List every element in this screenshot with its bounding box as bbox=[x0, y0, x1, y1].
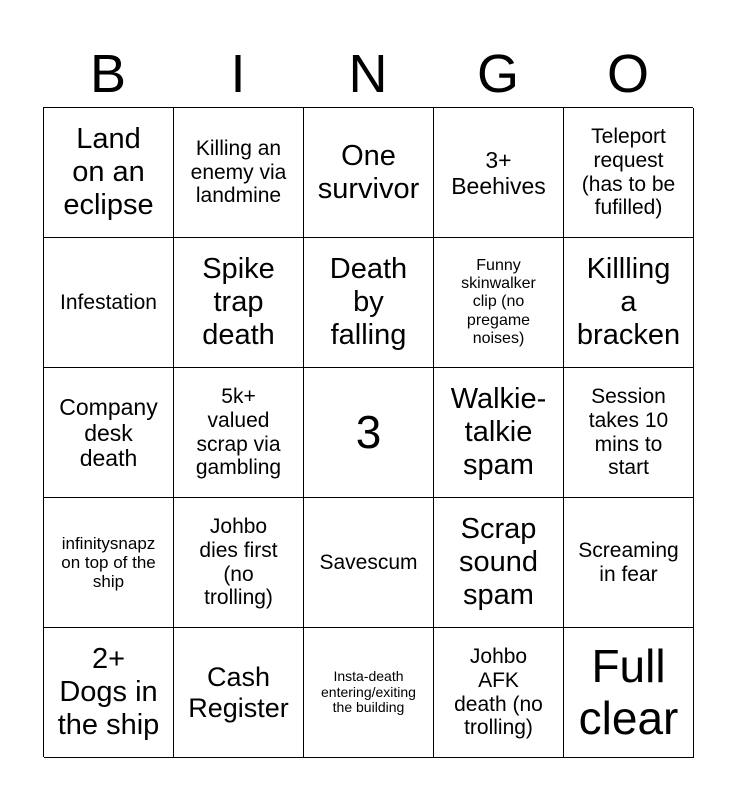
header-letter-i: I bbox=[230, 44, 246, 104]
bingo-cell-r2c1[interactable] bbox=[44, 238, 174, 368]
bingo-cell-r3c4[interactable] bbox=[434, 368, 564, 498]
cell-text: Savescum bbox=[319, 550, 418, 574]
bingo-cell-r5c5[interactable] bbox=[564, 628, 694, 758]
bingo-cell-r3c3[interactable] bbox=[304, 368, 434, 498]
cell-text: Screaming in fear bbox=[578, 538, 679, 586]
cell-text: 2+ Dogs in the ship bbox=[57, 643, 160, 741]
cell-text: Scrap sound spam bbox=[458, 513, 538, 611]
bingo-cell-r5c4[interactable] bbox=[434, 628, 564, 758]
bingo-cell-r4c4[interactable] bbox=[434, 498, 564, 628]
bingo-cell-r2c3[interactable] bbox=[304, 238, 434, 368]
bingo-cell-r4c3[interactable] bbox=[304, 498, 434, 628]
bingo-cell-r1c1[interactable] bbox=[44, 108, 174, 238]
bingo-cell-r2c4[interactable] bbox=[434, 238, 564, 368]
cell-text: Johbo AFK death (no trolling) bbox=[454, 645, 543, 740]
cell-text: Cash Register bbox=[188, 662, 289, 723]
cell-text: Company desk death bbox=[59, 393, 158, 472]
cell-text: Land on an eclipse bbox=[63, 123, 154, 221]
header-letter-b: B bbox=[89, 44, 127, 104]
header-letter-o: O bbox=[606, 44, 649, 104]
bingo-cell-r1c3[interactable] bbox=[304, 108, 434, 238]
bingo-cell-r4c1[interactable] bbox=[44, 498, 174, 628]
cell-text: 3+ Beehives bbox=[451, 146, 546, 199]
cell-text: infinitysnapz on top of the ship bbox=[61, 533, 156, 592]
cell-text: Walkie- talkie spam bbox=[450, 383, 547, 481]
bingo-cell-r3c1[interactable] bbox=[44, 368, 174, 498]
cell-text: One survivor bbox=[317, 139, 420, 205]
cell-text: Funny skinwalker clip (no pregame noises) bbox=[461, 257, 536, 347]
bingo-cell-r5c2[interactable] bbox=[174, 628, 304, 758]
bingo-cell-r5c3[interactable] bbox=[304, 628, 434, 758]
cell-text: Johbo dies first (no trolling) bbox=[199, 515, 278, 610]
bingo-header bbox=[43, 40, 693, 108]
bingo-cell-r1c5[interactable] bbox=[564, 108, 694, 238]
cell-text: Killling a bracken bbox=[576, 253, 681, 351]
cell-text: Full clear bbox=[578, 639, 679, 744]
bingo-grid bbox=[43, 107, 693, 757]
cell-text: 3 bbox=[355, 405, 382, 458]
bingo-cell-r4c2[interactable] bbox=[174, 498, 304, 628]
cell-text: Session takes 10 mins to start bbox=[588, 385, 669, 480]
cell-text: Teleport request (has to be fufilled) bbox=[581, 125, 676, 220]
bingo-cell-r1c4[interactable] bbox=[434, 108, 564, 238]
bingo-cell-r3c5[interactable] bbox=[564, 368, 694, 498]
bingo-cell-r3c2[interactable] bbox=[174, 368, 304, 498]
cell-text: Killing an enemy via landmine bbox=[190, 136, 287, 208]
cell-text: Death by falling bbox=[329, 253, 408, 351]
bingo-cell-r4c5[interactable] bbox=[564, 498, 694, 628]
cell-text: Infestation bbox=[60, 290, 157, 314]
bingo-cell-r5c1[interactable] bbox=[44, 628, 174, 758]
cell-text: Insta-death entering/exiting the building bbox=[321, 667, 416, 716]
cell-text: 5k+ valued scrap via gambling bbox=[195, 385, 282, 480]
bingo-cell-r2c5[interactable] bbox=[564, 238, 694, 368]
bingo-cell-r2c2[interactable] bbox=[174, 238, 304, 368]
header-letter-g: G bbox=[476, 44, 519, 104]
bingo-cell-r1c2[interactable] bbox=[174, 108, 304, 238]
cell-text: Spike trap death bbox=[202, 253, 275, 351]
header-letter-n: N bbox=[348, 44, 388, 104]
